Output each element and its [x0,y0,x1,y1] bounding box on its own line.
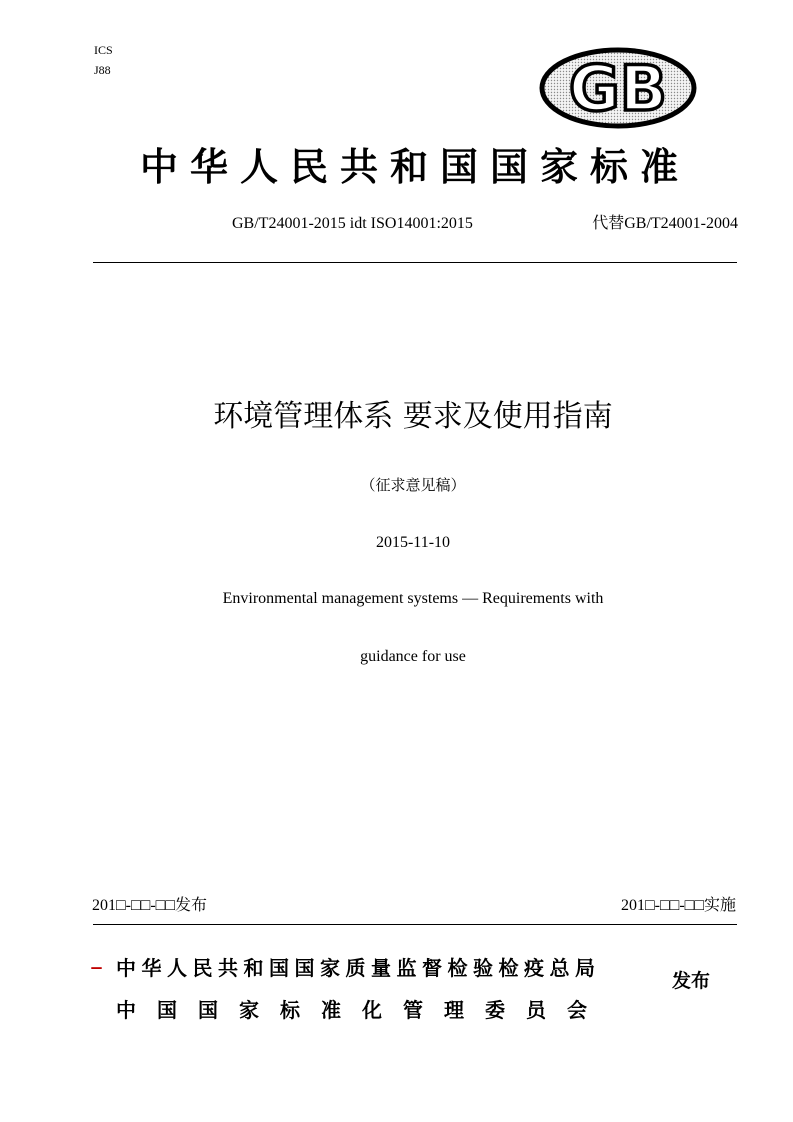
issuer-line2: 中国国家标准化管理委员会 [116,998,608,1022]
effective-date: 201□-□□-□□实施 [621,897,736,914]
gb-logo-text: GB [568,52,668,125]
standard-codes [232,212,738,236]
english-title-line2: guidance for use [360,648,466,665]
publish-date: 201□-□□-□□发布 [92,897,207,914]
issue-label: 发布 [672,970,711,992]
draft-note: （征求意见稿） [360,476,466,494]
red-dash: – [90,952,103,982]
document-title: 环境管理体系 要求及使用指南 [213,399,613,434]
footer-divider [93,924,737,925]
document-date: 2015-11-10 [375,534,451,551]
issuer-line1: 中华人民共和国国家质量监督检验检疫总局 [116,956,601,980]
national-standard-title: 中华人民共和国国家标准 [139,145,690,189]
classification-codes [94,40,113,80]
header-divider [93,262,737,263]
standard-code: GB/T24001-2015 idt ISO14001:2015 [232,215,473,232]
ccs-code: J88 [94,63,111,77]
replaces-code: 代替GB/T24001-2004 [592,215,738,232]
ics-code: ICS [94,43,113,57]
gb-logo [538,46,698,130]
english-title-line1: Environmental management systems — Requirements with [222,590,604,607]
